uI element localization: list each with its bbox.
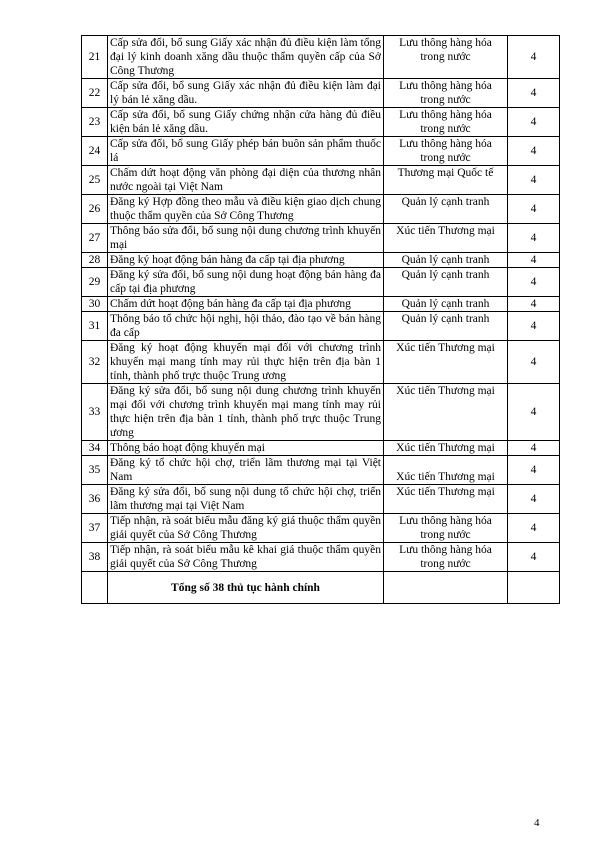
- page-number: 4: [534, 817, 540, 829]
- procedure-name: Chấm dứt hoạt động bán hàng đa cấp tại địa phương: [108, 297, 384, 312]
- table-row: [82, 166, 560, 195]
- row-number: 27: [82, 224, 108, 253]
- procedure-name: Đăng ký tổ chức hội chợ, triển lãm thương mại tại Việt Nam: [108, 456, 384, 485]
- service-level: 4: [508, 224, 560, 253]
- procedure-field: Lưu thông hàng hóa trong nước: [384, 137, 508, 166]
- procedure-field: Thương mại Quốc tế: [384, 166, 508, 195]
- row-number: 28: [82, 253, 108, 268]
- row-number: 38: [82, 543, 108, 572]
- procedure-name: Tiếp nhận, rà soát biểu mẫu kê khai giá thuộc thẩm quyền giải quyết của Sở Công Thương: [108, 543, 384, 572]
- row-number: 24: [82, 137, 108, 166]
- procedure-field: Quản lý cạnh tranh: [384, 268, 508, 297]
- table-row: [82, 297, 560, 312]
- procedure-field: Xúc tiến Thương mại: [384, 441, 508, 456]
- procedure-field: Xúc tiến Thương mại: [384, 456, 508, 485]
- row-number: 31: [82, 312, 108, 341]
- row-number: 35: [82, 456, 108, 485]
- table-row: [82, 384, 560, 441]
- service-level: 4: [508, 297, 560, 312]
- procedure-name: Tiếp nhận, rà soát biểu mẫu đăng ký giá thuộc thẩm quyền giải quyết của Sở Công Thương: [108, 514, 384, 543]
- procedure-field: Lưu thông hàng hóa trong nước: [384, 514, 508, 543]
- service-level: 4: [508, 137, 560, 166]
- service-level: 4: [508, 514, 560, 543]
- service-level: 4: [508, 441, 560, 456]
- table-row: [82, 195, 560, 224]
- procedure-field: Quản lý cạnh tranh: [384, 253, 508, 268]
- row-number: 22: [82, 79, 108, 108]
- procedure-name: Thông báo hoạt động khuyến mại: [108, 441, 384, 456]
- procedure-field: Quản lý cạnh tranh: [384, 195, 508, 224]
- table-row: [82, 36, 560, 79]
- row-number: 34: [82, 441, 108, 456]
- procedures-table: [81, 35, 560, 604]
- procedure-field: Lưu thông hàng hóa trong nước: [384, 108, 508, 137]
- procedure-name: Đăng ký sửa đổi, bổ sung nội dung chương trình khuyến mại đối với chương trình khuyến mại mang tính may rủi thực hiện trên địa bàn 1 tỉnh, thành phố trực thuộc Trung ương: [108, 384, 384, 441]
- procedure-name: Cấp sửa đổi, bổ sung Giấy phép bán buôn sản phẩm thuốc lá: [108, 137, 384, 166]
- procedure-field: Lưu thông hàng hóa trong nước: [384, 36, 508, 79]
- procedure-name: Đăng ký sửa đổi, bổ sung nội dung hoạt động bán hàng đa cấp tại địa phương: [108, 268, 384, 297]
- procedure-field: Xúc tiến Thương mại: [384, 384, 508, 441]
- procedure-name: Cấp sửa đổi, bổ sung Giấy xác nhận đủ điều kiện làm đại lý bán lẻ xăng dầu.: [108, 79, 384, 108]
- service-level: 4: [508, 485, 560, 514]
- total-number-cell: [82, 572, 108, 604]
- service-level: 4: [508, 36, 560, 79]
- row-number: 36: [82, 485, 108, 514]
- row-number: 25: [82, 166, 108, 195]
- row-number: 23: [82, 108, 108, 137]
- table-body: [82, 36, 560, 572]
- table-row: [82, 137, 560, 166]
- table-row: [82, 441, 560, 456]
- table-row: [82, 224, 560, 253]
- service-level: 4: [508, 543, 560, 572]
- procedure-name: Đăng ký Hợp đồng theo mẫu và điều kiện giao dịch chung thuộc thẩm quyền của Sở Công Thương: [108, 195, 384, 224]
- total-level-cell: [508, 572, 560, 604]
- table-row: [82, 341, 560, 384]
- service-level: 4: [508, 166, 560, 195]
- procedure-name: Đăng ký hoạt động bán hàng đa cấp tại địa phương: [108, 253, 384, 268]
- service-level: 4: [508, 195, 560, 224]
- service-level: 4: [508, 312, 560, 341]
- procedure-field: Lưu thông hàng hóa trong nước: [384, 79, 508, 108]
- table-row: [82, 79, 560, 108]
- procedure-name: Đăng ký hoạt động khuyến mại đối với chương trình khuyến mại mang tính may rủi thực hiện trên địa bàn 1 tỉnh, thành phố trực thuộc Trung ương: [108, 341, 384, 384]
- table-row: [82, 108, 560, 137]
- procedure-name: Thông báo sửa đổi, bổ sung nội dung chương trình khuyến mại: [108, 224, 384, 253]
- table-row: [82, 543, 560, 572]
- service-level: 4: [508, 79, 560, 108]
- procedure-field: Xúc tiến Thương mại: [384, 224, 508, 253]
- procedure-field: Quản lý cạnh tranh: [384, 297, 508, 312]
- procedure-field: Quản lý cạnh tranh: [384, 312, 508, 341]
- procedure-field: Lưu thông hàng hóa trong nước: [384, 543, 508, 572]
- row-number: 32: [82, 341, 108, 384]
- procedure-name: Cấp sửa đổi, bổ sung Giấy chứng nhận cửa hàng đủ điều kiện bán lẻ xăng dầu.: [108, 108, 384, 137]
- procedure-field: Xúc tiến Thương mại: [384, 485, 508, 514]
- procedure-name: Đăng ký sửa đổi, bổ sung nội dung tổ chức hội chợ, triển lãm thương mại tại Việt Nam: [108, 485, 384, 514]
- procedure-name: Thông báo tổ chức hội nghị, hội thảo, đào tạo về bán hàng đa cấp: [108, 312, 384, 341]
- table-row: [82, 456, 560, 485]
- row-number: 37: [82, 514, 108, 543]
- table-row: [82, 268, 560, 297]
- service-level: 4: [508, 253, 560, 268]
- total-row: [82, 572, 560, 604]
- procedure-name: Cấp sửa đổi, bổ sung Giấy xác nhận đủ điều kiện làm tổng đại lý kinh doanh xăng dầu thuộc thẩm quyền cấp của Sở Công Thương: [108, 36, 384, 79]
- row-number: 30: [82, 297, 108, 312]
- row-number: 26: [82, 195, 108, 224]
- total-label: Tổng số 38 thủ tục hành chính: [108, 572, 384, 604]
- table-row: [82, 485, 560, 514]
- table-row: [82, 253, 560, 268]
- table-row: [82, 514, 560, 543]
- service-level: 4: [508, 108, 560, 137]
- service-level: 4: [508, 268, 560, 297]
- procedure-field: Xúc tiến Thương mại: [384, 341, 508, 384]
- service-level: 4: [508, 456, 560, 485]
- procedure-name: Chấm dứt hoạt động văn phòng đại diện của thương nhân nước ngoài tại Việt Nam: [108, 166, 384, 195]
- row-number: 21: [82, 36, 108, 79]
- row-number: 33: [82, 384, 108, 441]
- service-level: 4: [508, 341, 560, 384]
- row-number: 29: [82, 268, 108, 297]
- table-row: [82, 312, 560, 341]
- total-field-cell: [384, 572, 508, 604]
- service-level: 4: [508, 384, 560, 441]
